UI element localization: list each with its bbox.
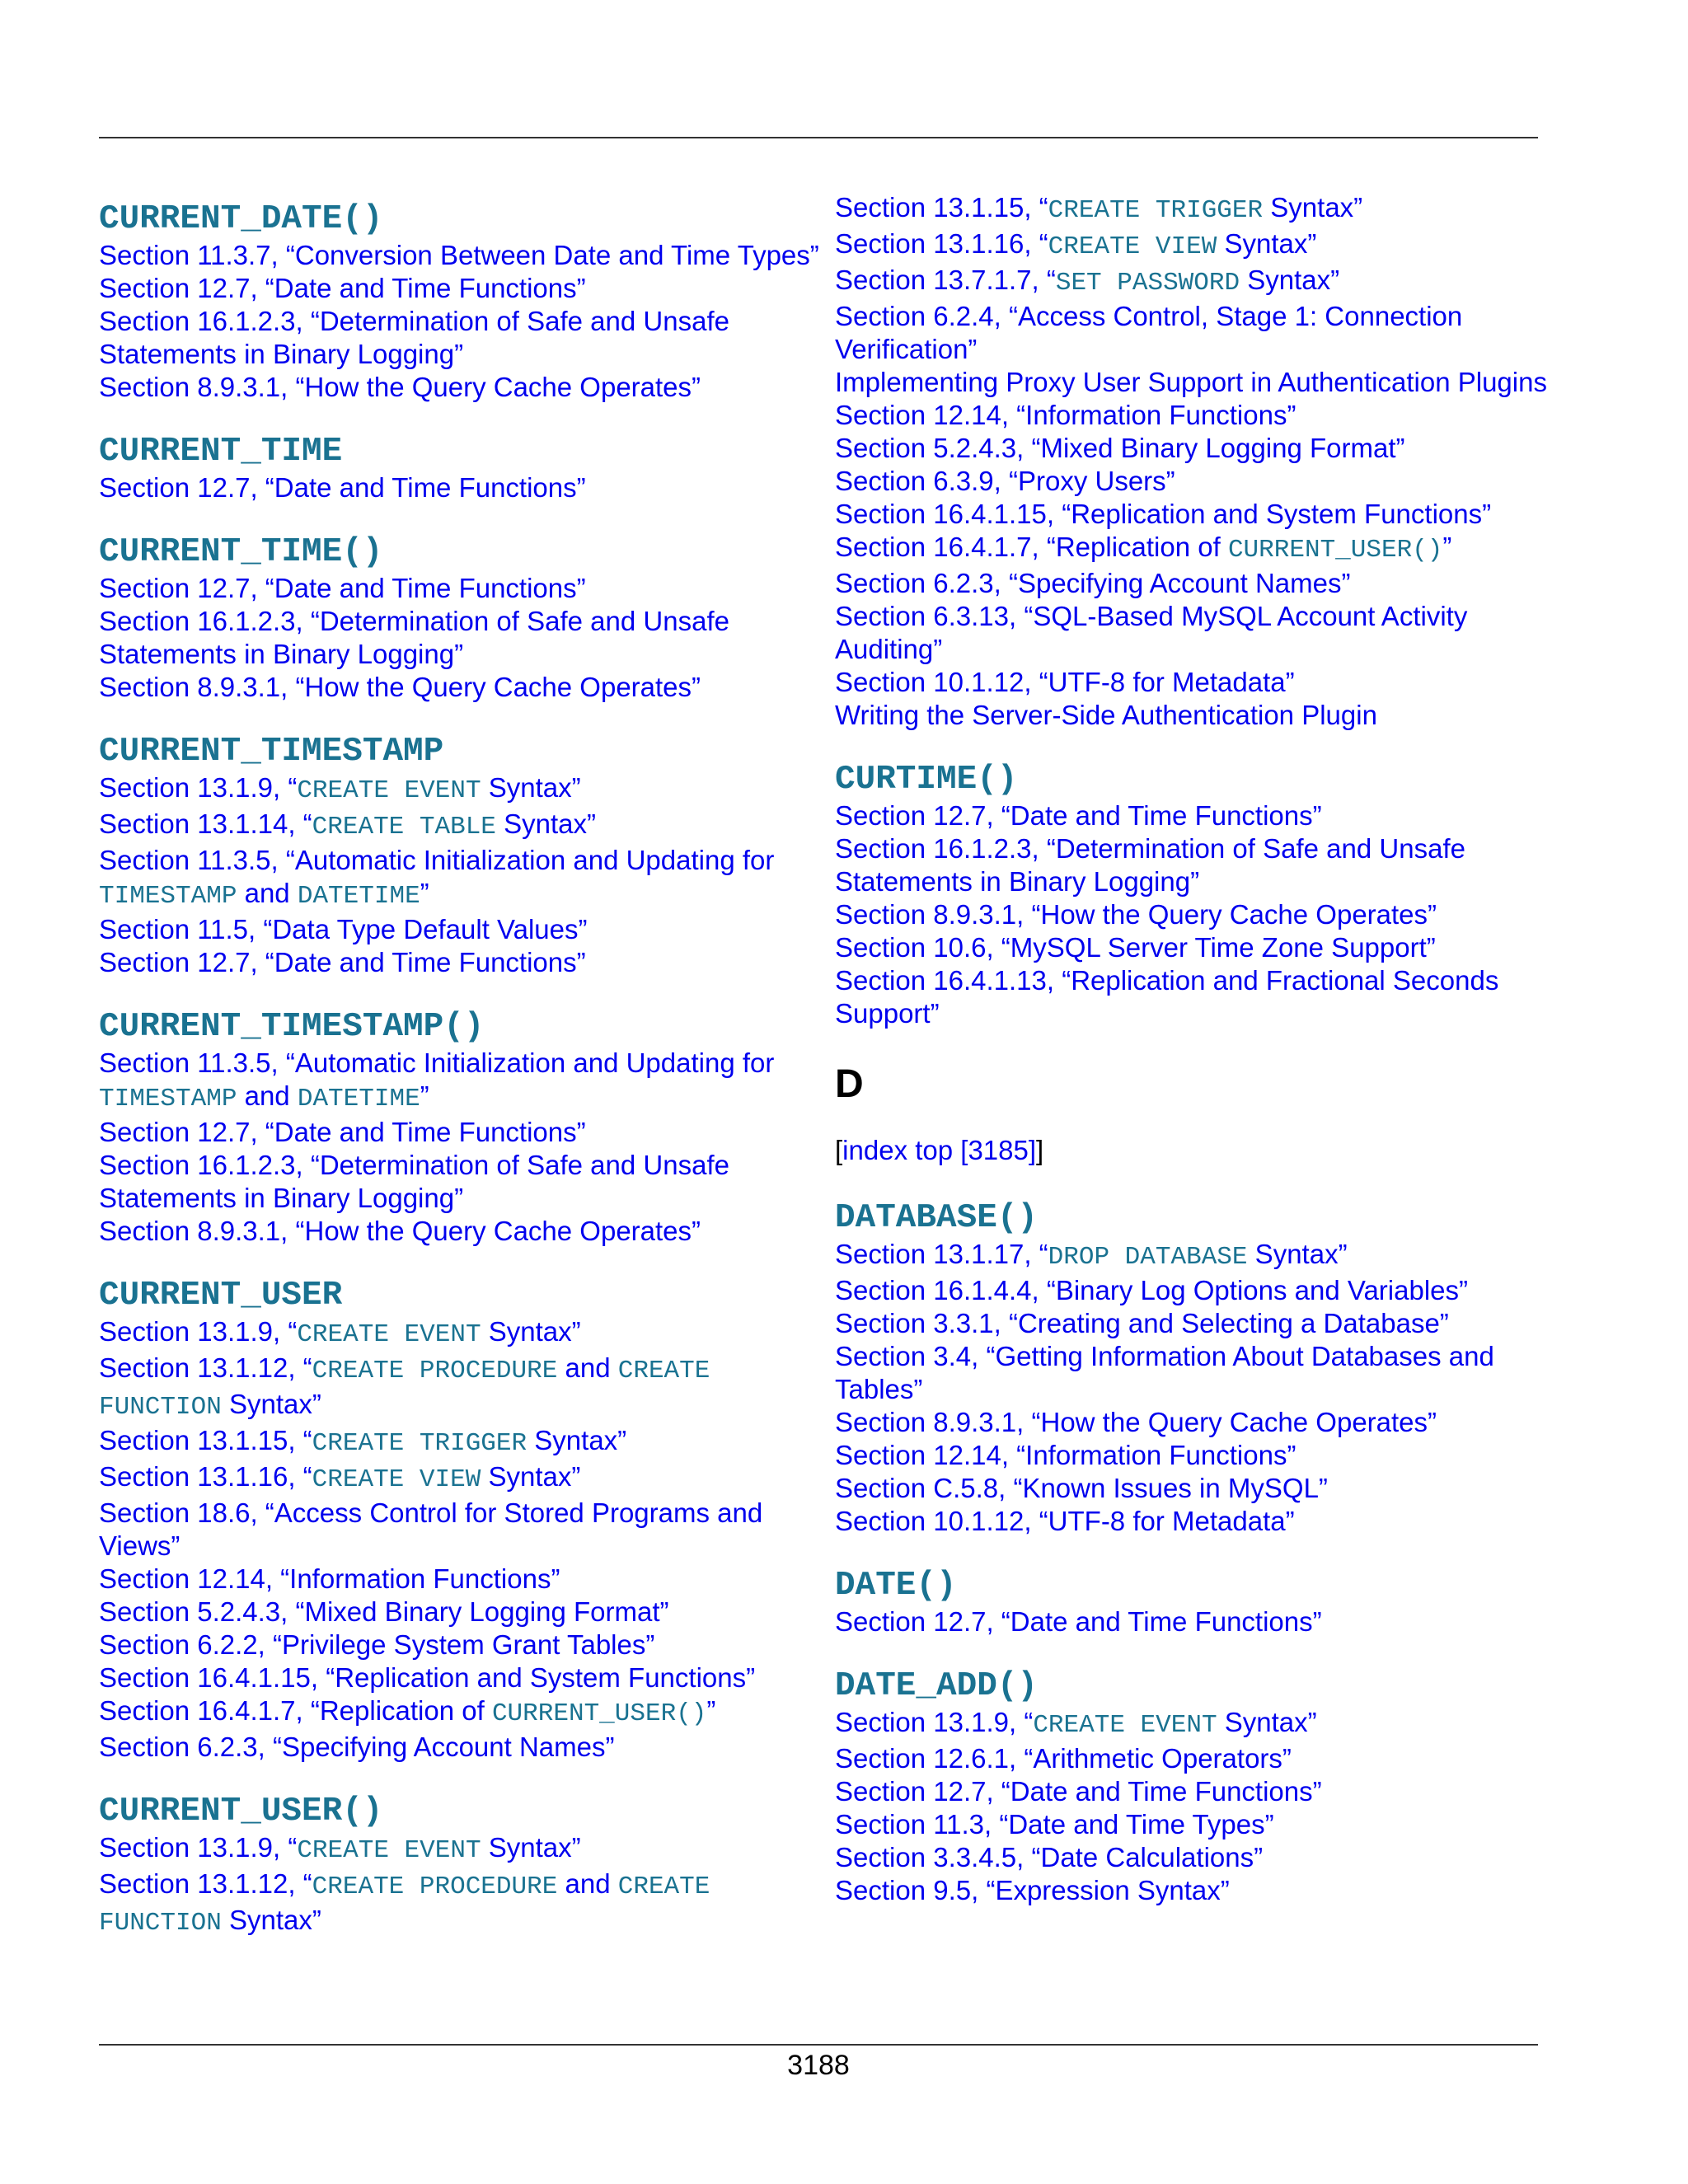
reference-text: Syntax” <box>221 1905 321 1935</box>
reference-code-text: DROP DATABASE <box>1048 1243 1248 1272</box>
index-entry <box>835 1568 1577 1638</box>
index-reference-link[interactable] <box>99 1047 841 1116</box>
reference-text: Syntax” <box>481 1832 581 1863</box>
index-reference-link[interactable] <box>835 931 1577 964</box>
index-reference-link[interactable] <box>835 300 1577 366</box>
index-reference-link[interactable] <box>835 264 1577 300</box>
reference-text: ” <box>420 878 429 908</box>
reference-text: Section 12.14, “Information Functions” <box>99 1563 560 1594</box>
reference-code-text: TIMESTAMP <box>99 1085 237 1113</box>
reference-code-text: CREATE EVENT <box>297 1320 481 1349</box>
index-reference-link[interactable] <box>835 1274 1577 1307</box>
index-top-open-bracket: [ <box>835 1135 843 1165</box>
index-term-current-time: CURRENT_TIME() <box>99 533 383 571</box>
index-reference-link[interactable] <box>835 432 1577 465</box>
reference-text: Section 3.4, “Getting Information About Databases and Tables” <box>835 1341 1494 1404</box>
index-term-date-add: DATE_ADD() <box>835 1667 1039 1705</box>
reference-text: Section 9.5, “Expression Syntax” <box>835 1875 1230 1905</box>
index-entry <box>99 733 841 979</box>
index-reference-link[interactable] <box>99 239 841 272</box>
reference-text: Section 13.1.9, “ <box>99 1832 298 1863</box>
reference-code-text: CREATE PROCEDURE <box>312 1357 558 1385</box>
reference-text: Section 16.1.2.3, “Determination of Safe and Unsafe Statements in Binary Logging” <box>99 1150 729 1213</box>
reference-text: Section 6.2.4, “Access Control, Stage 1: Connection Verification” <box>835 301 1463 364</box>
reference-text: Section 12.7, “Date and Time Functions” <box>835 800 1322 831</box>
index-entry <box>835 762 1577 1030</box>
index-reference-link[interactable] <box>835 1238 1577 1274</box>
reference-text: Section 13.1.16, “ <box>835 228 1048 259</box>
index-reference-link[interactable] <box>835 567 1577 600</box>
reference-text: Section 13.1.15, “ <box>835 192 1048 223</box>
index-reference-link[interactable] <box>835 191 1577 227</box>
index-term-current-date: CURRENT_DATE() <box>99 200 383 238</box>
footer-rule <box>99 2044 1538 2046</box>
reference-text: and <box>237 1080 298 1111</box>
reference-code-text: CREATE FUNCTION <box>99 1357 710 1422</box>
index-reference-link[interactable] <box>835 964 1577 1030</box>
index-reference-link[interactable] <box>99 1731 841 1764</box>
index-entry <box>99 534 841 704</box>
index-reference-link[interactable] <box>99 1497 841 1563</box>
reference-text: Section 13.1.9, “ <box>99 1316 298 1347</box>
index-reference-link[interactable] <box>99 272 841 305</box>
reference-text: and <box>237 878 298 908</box>
index-reference-link[interactable] <box>99 605 841 671</box>
reference-text: Section 13.7.1.7, “ <box>835 265 1056 295</box>
reference-text: Section 6.2.3, “Specifying Account Names” <box>835 568 1351 598</box>
reference-text: Section C.5.8, “Known Issues in MySQL” <box>835 1473 1328 1503</box>
index-reference-link[interactable] <box>835 1706 1577 1742</box>
index-term-current-timestamp: CURRENT_TIMESTAMP <box>99 733 444 771</box>
index-reference-link[interactable] <box>99 844 841 913</box>
reference-code-text: CREATE TABLE <box>312 813 496 841</box>
right-column-bottom-entries <box>835 1200 1577 1907</box>
reference-text: ” <box>1442 532 1452 562</box>
index-reference-link[interactable] <box>99 1831 841 1868</box>
index-reference-link[interactable] <box>99 1352 841 1424</box>
index-top-line <box>835 1134 1577 1167</box>
reference-text: Syntax” <box>481 1316 581 1347</box>
index-reference-link[interactable] <box>99 1215 841 1248</box>
reference-text: Section 12.7, “Date and Time Functions” <box>99 273 586 303</box>
reference-text: Syntax” <box>1217 1707 1317 1737</box>
reference-text: Section 10.1.12, “UTF-8 for Metadata” <box>835 667 1295 697</box>
reference-code-text: CURRENT_USER() <box>491 1699 707 1728</box>
reference-code-text: SET PASSWORD <box>1055 269 1240 298</box>
right-column-top-entries <box>835 191 1577 1030</box>
reference-text: Section 6.2.3, “Specifying Account Names” <box>99 1732 615 1762</box>
reference-text: Section 11.3.7, “Conversion Between Date and Time Types” <box>99 240 819 270</box>
index-term-current-user: CURRENT_USER <box>99 1277 343 1315</box>
index-column-left <box>99 201 841 1970</box>
index-top-link[interactable]: index top [3185] <box>842 1135 1037 1165</box>
reference-code-text: CREATE EVENT <box>297 1836 481 1865</box>
index-reference-link[interactable] <box>99 808 841 844</box>
index-reference-link[interactable] <box>99 1424 841 1460</box>
reference-code-text: CURRENT_USER() <box>1227 536 1443 565</box>
index-reference-link[interactable] <box>835 1340 1577 1406</box>
reference-text: Section 12.7, “Date and Time Functions” <box>99 947 586 977</box>
index-reference-link[interactable] <box>99 1315 841 1352</box>
index-entry <box>99 201 841 404</box>
index-reference-link[interactable] <box>835 666 1577 699</box>
reference-text: Section 3.3.4.5, “Date Calculations” <box>835 1842 1264 1872</box>
index-reference-link[interactable] <box>99 946 841 979</box>
reference-text: Section 16.4.1.15, “Replication and System Functions” <box>99 1662 756 1693</box>
reference-text: Section 10.6, “MySQL Server Time Zone Support” <box>835 932 1436 963</box>
reference-text: Section 12.7, “Date and Time Functions” <box>99 472 586 503</box>
reference-text: Section 12.7, “Date and Time Functions” <box>835 1776 1322 1807</box>
reference-text: Section 16.4.1.7, “Replication of <box>99 1695 492 1726</box>
index-reference-link[interactable] <box>99 471 841 504</box>
index-reference-link[interactable] <box>99 1596 841 1629</box>
reference-text: Section 6.3.9, “Proxy Users” <box>835 466 1175 496</box>
index-reference-link[interactable] <box>835 832 1577 898</box>
index-reference-link[interactable] <box>99 1629 841 1661</box>
reference-text: Syntax” <box>1247 1239 1348 1269</box>
reference-code-text: DATETIME <box>297 882 420 911</box>
index-reference-link[interactable] <box>835 1307 1577 1340</box>
reference-text: Syntax” <box>221 1389 321 1419</box>
reference-text: Section 12.7, “Date and Time Functions” <box>99 573 586 603</box>
index-reference-link[interactable] <box>835 1472 1577 1505</box>
index-reference-link[interactable] <box>835 1874 1577 1907</box>
reference-code-text: CREATE PROCEDURE <box>312 1872 558 1901</box>
reference-text: Section 13.1.17, “ <box>835 1239 1048 1269</box>
reference-code-text: CREATE FUNCTION <box>99 1872 710 1938</box>
reference-code-text: DATETIME <box>297 1085 420 1113</box>
reference-text: Section 12.7, “Date and Time Functions” <box>99 1117 586 1147</box>
reference-text: Implementing Proxy User Support in Authentication Plugins <box>835 367 1547 397</box>
index-reference-link[interactable] <box>835 366 1577 399</box>
index-column-right <box>835 191 1577 1937</box>
reference-text: Section 13.1.9, “ <box>835 1707 1034 1737</box>
index-term-database: DATABASE() <box>835 1199 1039 1237</box>
reference-text: Section 13.1.9, “ <box>99 772 298 803</box>
reference-code-text: CREATE EVENT <box>1033 1711 1217 1740</box>
index-reference-link[interactable] <box>99 1116 841 1149</box>
reference-text: Section 6.3.13, “SQL-Based MySQL Account Activity Auditing” <box>835 601 1468 664</box>
reference-text: Section 11.5, “Data Type Default Values” <box>99 914 588 944</box>
index-reference-link[interactable] <box>835 465 1577 498</box>
index-entry <box>835 1668 1577 1907</box>
reference-text: ” <box>706 1695 716 1726</box>
reference-text: Section 8.9.3.1, “How the Query Cache Operates” <box>835 1407 1437 1437</box>
reference-text: Writing the Server-Side Authentication Plugin <box>835 700 1377 730</box>
index-reference-link[interactable] <box>99 572 841 605</box>
reference-text: Section 8.9.3.1, “How the Query Cache Operates” <box>99 1216 701 1246</box>
reference-text: Syntax” <box>1240 265 1340 295</box>
reference-text: Section 13.1.14, “ <box>99 808 312 839</box>
reference-text: Section 10.1.12, “UTF-8 for Metadata” <box>835 1506 1295 1536</box>
index-reference-link[interactable] <box>835 227 1577 264</box>
reference-text: Section 8.9.3.1, “How the Query Cache Operates” <box>99 372 701 402</box>
reference-text: Syntax” <box>481 1461 581 1492</box>
index-reference-link[interactable] <box>99 1149 841 1215</box>
reference-text: Section 18.6, “Access Control for Stored Programs and Views” <box>99 1497 763 1561</box>
letter-heading-d: D <box>835 1062 864 1106</box>
reference-text: Section 8.9.3.1, “How the Query Cache Operates” <box>835 899 1437 930</box>
index-reference-link[interactable] <box>835 898 1577 931</box>
reference-text: and <box>557 1868 618 1899</box>
reference-text: Section 13.1.12, “ <box>99 1868 312 1899</box>
index-reference-link[interactable] <box>835 1808 1577 1841</box>
index-reference-link[interactable] <box>835 531 1577 567</box>
index-reference-link[interactable] <box>835 1742 1577 1775</box>
reference-code-text: CREATE TRIGGER <box>312 1429 528 1458</box>
index-term-current-user: CURRENT_USER() <box>99 1793 383 1830</box>
reference-text: Section 16.1.2.3, “Determination of Safe and Unsafe Statements in Binary Logging” <box>99 306 729 369</box>
header-rule <box>99 137 1538 138</box>
index-term-current-timestamp: CURRENT_TIMESTAMP() <box>99 1008 485 1046</box>
index-reference-link[interactable] <box>99 305 841 371</box>
reference-text: Section 16.1.2.3, “Determination of Safe and Unsafe Statements in Binary Logging” <box>99 606 729 669</box>
index-entry <box>835 191 1577 732</box>
index-reference-link[interactable] <box>99 771 841 808</box>
reference-text: Section 13.1.16, “ <box>99 1461 312 1492</box>
reference-text: Section 12.7, “Date and Time Functions” <box>835 1606 1322 1637</box>
index-reference-link[interactable] <box>835 498 1577 531</box>
reference-text: Syntax” <box>481 772 581 803</box>
reference-code-text: CREATE VIEW <box>312 1465 481 1494</box>
reference-code-text: CREATE EVENT <box>297 776 481 805</box>
reference-text: Section 8.9.3.1, “How the Query Cache Operates” <box>99 672 701 702</box>
reference-text: Section 16.1.2.3, “Determination of Safe and Unsafe Statements in Binary Logging” <box>835 833 1465 897</box>
index-reference-link[interactable] <box>835 1439 1577 1472</box>
reference-text: Syntax” <box>527 1425 627 1455</box>
reference-code-text: CREATE VIEW <box>1048 232 1217 261</box>
reference-text: Section 12.6.1, “Arithmetic Operators” <box>835 1743 1292 1774</box>
index-entry <box>99 1793 841 1940</box>
index-reference-link[interactable] <box>99 913 841 946</box>
index-reference-link[interactable] <box>835 399 1577 432</box>
index-reference-link[interactable] <box>99 671 841 704</box>
reference-text: Section 3.3.1, “Creating and Selecting a Database” <box>835 1308 1449 1338</box>
reference-text: Syntax” <box>1217 228 1317 259</box>
reference-text: Section 16.1.4.4, “Binary Log Options and Variables” <box>835 1275 1469 1305</box>
index-reference-link[interactable] <box>835 1605 1577 1638</box>
index-top-close-bracket: ] <box>1036 1135 1044 1165</box>
reference-text: Section 6.2.2, “Privilege System Grant Tables” <box>99 1629 655 1660</box>
index-entry <box>99 1009 841 1248</box>
index-reference-link[interactable] <box>99 1694 841 1731</box>
index-reference-link[interactable] <box>99 1563 841 1596</box>
index-term-date: DATE() <box>835 1567 957 1605</box>
reference-text: Section 13.1.15, “ <box>99 1425 312 1455</box>
index-reference-link[interactable] <box>835 1841 1577 1874</box>
index-reference-link[interactable] <box>835 1505 1577 1538</box>
index-term-current-time: CURRENT_TIME <box>99 433 343 471</box>
reference-text: ” <box>420 1080 429 1111</box>
reference-text: Section 5.2.4.3, “Mixed Binary Logging Format” <box>99 1596 669 1627</box>
index-entry <box>835 1200 1577 1538</box>
reference-text: Section 5.2.4.3, “Mixed Binary Logging Format” <box>835 433 1405 463</box>
page-number: 3188 <box>787 2050 850 2081</box>
index-reference-link[interactable] <box>99 1661 841 1694</box>
reference-text: Section 13.1.12, “ <box>99 1352 312 1383</box>
reference-text: Section 16.4.1.13, “Replication and Fractional Seconds Support” <box>835 965 1499 1029</box>
reference-text: Syntax” <box>495 808 596 839</box>
reference-text: Section 12.14, “Information Functions” <box>835 1440 1296 1470</box>
index-reference-link[interactable] <box>835 799 1577 832</box>
index-reference-link[interactable] <box>835 1775 1577 1808</box>
reference-text: Section 11.3, “Date and Time Types” <box>835 1809 1274 1840</box>
index-reference-link[interactable] <box>99 371 841 404</box>
reference-code-text: TIMESTAMP <box>99 882 237 911</box>
reference-text: and <box>557 1352 618 1383</box>
reference-text: Section 16.4.1.15, “Replication and System Functions” <box>835 499 1492 529</box>
reference-text: Section 11.3.5, “Automatic Initialization and Updating for <box>99 1047 775 1078</box>
reference-text: Section 16.4.1.7, “Replication of <box>835 532 1228 562</box>
reference-code-text: CREATE TRIGGER <box>1048 196 1264 225</box>
reference-text: Section 11.3.5, “Automatic Initialization and Updating for <box>99 845 775 875</box>
index-term-curtime: CURTIME() <box>835 761 1018 799</box>
index-reference-link[interactable] <box>835 600 1577 666</box>
index-reference-link[interactable] <box>99 1868 841 1940</box>
index-entry <box>99 434 841 504</box>
reference-text: Syntax” <box>1263 192 1363 223</box>
index-entry <box>99 1277 841 1764</box>
reference-text: Section 12.14, “Information Functions” <box>835 400 1296 430</box>
index-reference-link[interactable] <box>99 1460 841 1497</box>
index-reference-link[interactable] <box>835 699 1577 732</box>
index-reference-link[interactable] <box>835 1406 1577 1439</box>
